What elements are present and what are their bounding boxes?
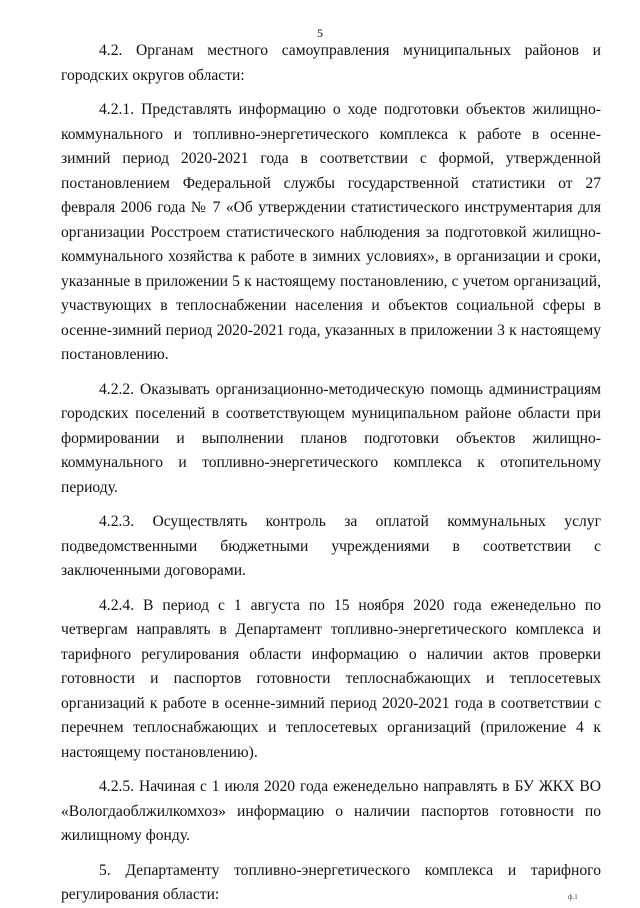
paragraph-4-2: 4.2. Органам местного самоуправления муниципальных районов и городских округов области: — [61, 42, 601, 84]
document-body — [61, 39, 601, 908]
corner-mark: ф.1 — [568, 893, 578, 901]
paragraph-4-2-5: 4.2.5. Начиная с 1 июля 2020 года еженедельно направлять в БУ ЖКХ ВО «Вологдаоблжилкомхоз» информацию о наличии паспортов готовности по жилищному фонду. — [61, 778, 601, 844]
paragraph-4-2-2: 4.2.2. Оказывать организационно-методическую помощь администрациям городских поселений в соответствующем муниципальном районе области при формировании и выполнении планов подготовки объектов жилищно-коммунального и топливно-энергетического комплекса к отопительному периоду. — [61, 380, 601, 496]
paragraph-5: 5. Департаменту топливно-энергетического комплекса и тарифного регулирования области: — [61, 861, 601, 903]
paragraph-4-2-4: 4.2.4. В период с 1 августа по 15 ноября 2020 года еженедельно по четвергам направлять в Департамент топливно-энергетического комплекса и тарифного регулирования области информацию о наличии актов проверки готовности и паспортов готовности теплоснабжающих и теплосетевых организаций к работе в осенне-зимний период 2020-2021 года в соответствии с перечнем теплоснабжающих и теплосетевых организаций (приложение 4 к настоящему постановлению). — [61, 596, 601, 761]
paragraph-4-2-1: 4.2.1. Представлять информацию о ходе подготовки объектов жилищно-коммунального и топливно-энергетического комплекса к работе в осенне-зимний период 2020-2021 года в соответствии с формой, утвержденной постановлением Федеральной службы государственной статистики от 27 февраля 2006 года № 7 «Об утверждении статистического инструментария для организации Росстроем статистического наблюдения за подготовкой жилищно-коммунального хозяйства к работе в зимних условиях», в организации и сроки, указанные в приложении 5 к настоящему постановлению, с учетом организаций, участвующих в теплоснабжении населения и объектов социальной сферы в осенне-зимний период 2020-2021 года, указанных в приложении 3 к настоящему постановлению. — [61, 101, 601, 363]
paragraph-4-2-3: 4.2.3. Осуществлять контроль за оплатой коммунальных услуг подведомственными бюджетными учреждениями в соответствии с заключенными договорами. — [61, 513, 601, 579]
page-number: 5 — [317, 26, 323, 40]
